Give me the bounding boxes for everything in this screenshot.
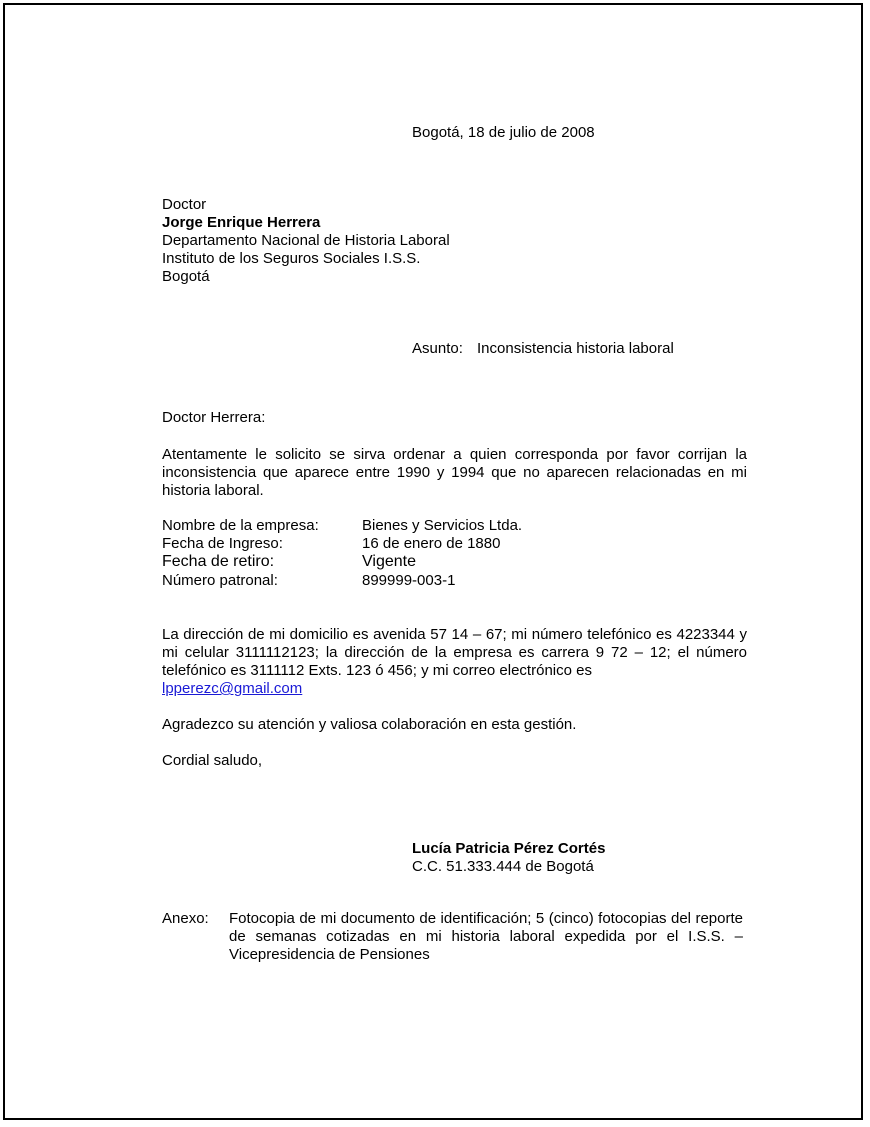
annex-label: Anexo:	[162, 910, 209, 927]
recipient-name: Jorge Enrique Herrera	[162, 214, 321, 231]
signature-name: Lucía Patricia Pérez Cortés	[412, 840, 606, 857]
subject-text: Inconsistencia historia laboral	[477, 340, 674, 357]
detail-label: Número patronal:	[162, 572, 278, 589]
detail-label: Fecha de Ingreso:	[162, 535, 283, 552]
salutation: Doctor Herrera:	[162, 409, 266, 426]
detail-value: 16 de enero de 1880	[362, 535, 501, 552]
email-link[interactable]: lpperezc@gmail.com	[162, 680, 303, 697]
detail-label: Nombre de la empresa:	[162, 517, 319, 534]
recipient-institution: Instituto de los Seguros Sociales I.S.S.	[162, 250, 421, 267]
recipient-city: Bogotá	[162, 268, 210, 285]
paragraph-request: Atentamente le solicito se sirva ordenar a quien corresponda por favor corrijan la inconsistencia que aparece entre 1990 y 1994 que no aparecen relacionadas en mi historia laboral.	[162, 446, 747, 499]
detail-value: Vigente	[362, 553, 416, 570]
subject-label: Asunto:	[412, 340, 463, 357]
detail-value: 899999-003-1	[362, 572, 456, 589]
closing-line: Cordial saludo,	[162, 752, 263, 769]
recipient-title: Doctor	[162, 196, 207, 213]
paragraph-contact: La dirección de mi domicilio es avenida 57 14 – 67; mi número telefónico es 4223344 y mi celular 3111112123; la dirección de la empresa es carrera 9 72 – 12; el número telefónico es 3111112 Exts. 123 ó 456; y mi correo electrónico es	[162, 626, 747, 679]
place-date: Bogotá, 18 de julio de 2008	[412, 124, 595, 141]
thanks-line: Agradezco su atención y valiosa colaboración en esta gestión.	[162, 716, 577, 733]
signature-id: C.C. 51.333.444 de Bogotá	[412, 858, 594, 875]
detail-value: Bienes y Servicios Ltda.	[362, 517, 523, 534]
recipient-department: Departamento Nacional de Historia Laboral	[162, 232, 450, 249]
detail-label: Fecha de retiro:	[162, 553, 275, 570]
annex-text: Fotocopia de mi documento de identificación; 5 (cinco) fotocopias del reporte de semanas cotizadas en mi historia laboral expedida por el I.S.S. – Vicepresidencia de Pensiones	[229, 910, 743, 963]
